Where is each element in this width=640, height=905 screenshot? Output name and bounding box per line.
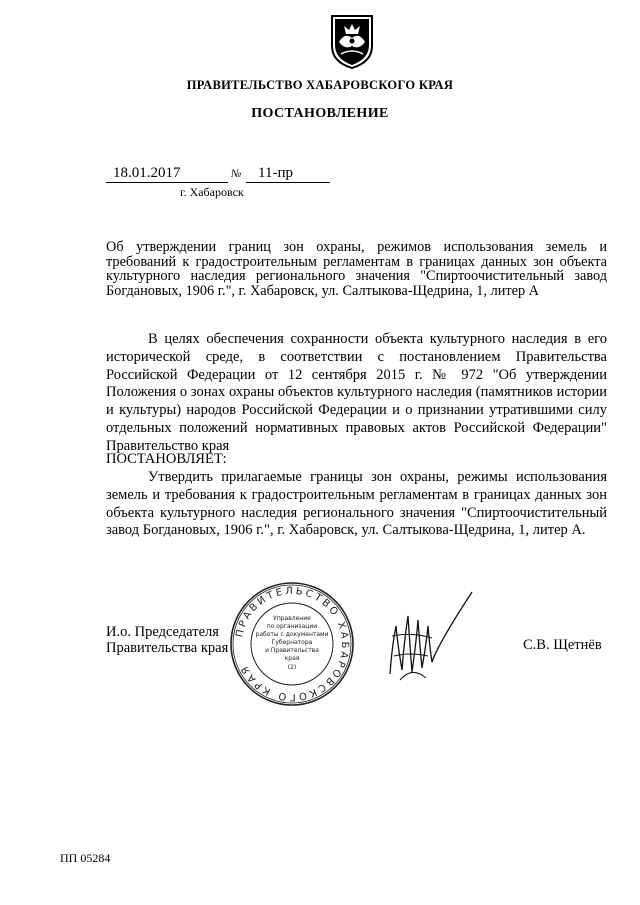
document-code: ПП 05284 <box>60 851 111 865</box>
coat-of-arms-icon <box>329 12 375 70</box>
number-sign: № <box>231 168 242 180</box>
city-label: г. Хабаровск <box>180 185 244 199</box>
svg-text:(2): (2) <box>287 664 297 671</box>
number-underline <box>246 182 330 183</box>
decision-paragraph: Утвердить прилагаемые границы зон охраны, режимы использования земель и требования к градостроительным регламентам в границах данных зон объекта культурного наследия регионального значения "Спиртоочистительный завод Богдановых, 1906 г.", г. Хабаровск, ул. Салтыкова-Щедрина, 1, литер А. <box>106 469 607 539</box>
svg-text:ПРАВИТЕЛЬСТВО ХАБАРОВСКОГО КРА: ПРАВИТЕЛЬСТВО ХАБАРОВСКОГО КРАЯ <box>234 585 351 703</box>
preamble-paragraph: В целях обеспечения сохранности объекта культурного наследия в его исторической среде, в соответствии с постановлением Правительства Российской Федерации от 12 сентября 2015 г. № 972 "Об утверждении Положения о зонах охраны объектов культурного наследия (памятников истории и культуры) народов Российской Федерации и о признании утратившими силу отдельных положений нормативных правовых актов Российской Федерации" Правительство края <box>106 331 607 454</box>
date-underline <box>106 182 228 183</box>
svg-text:и Правительства: и Правительства <box>265 647 319 654</box>
svg-text:по организации: по организации <box>266 623 318 630</box>
document-type: ПОСТАНОВЛЕНИЕ <box>251 106 389 121</box>
svg-text:Управление: Управление <box>273 615 311 622</box>
official-stamp <box>228 580 356 708</box>
handwritten-signature <box>372 586 482 696</box>
signatory-title <box>106 624 228 656</box>
document-date: 18.01.2017 <box>113 165 181 181</box>
svg-text:края: края <box>284 655 300 662</box>
resolves-label: ПОСТАНОВЛЯЕТ: <box>106 451 227 467</box>
svg-text:работы с документами: работы с документами <box>255 631 329 638</box>
signatory-title-line1: И.о. Председателя <box>106 624 219 640</box>
document-number: 11-пр <box>258 165 293 181</box>
svg-text:Губернатора: Губернатора <box>271 639 313 646</box>
signatory-name: С.В. Щетнёв <box>523 637 602 653</box>
signatory-title-line2: Правительства края <box>106 640 229 656</box>
government-title: ПРАВИТЕЛЬСТВО ХАБАРОВСКОГО КРАЯ <box>186 78 454 92</box>
document-subject: Об утверждении границ зон охраны, режимов использования земель и требований к градостроительным регламентам в границах данных зон объекта культурного наследия регионального значения "Спиртоочистительный завод Богдановых, 1906 г.", г. Хабаровск, ул. Салтыкова-Щедрина, 1, литер А <box>106 239 607 299</box>
